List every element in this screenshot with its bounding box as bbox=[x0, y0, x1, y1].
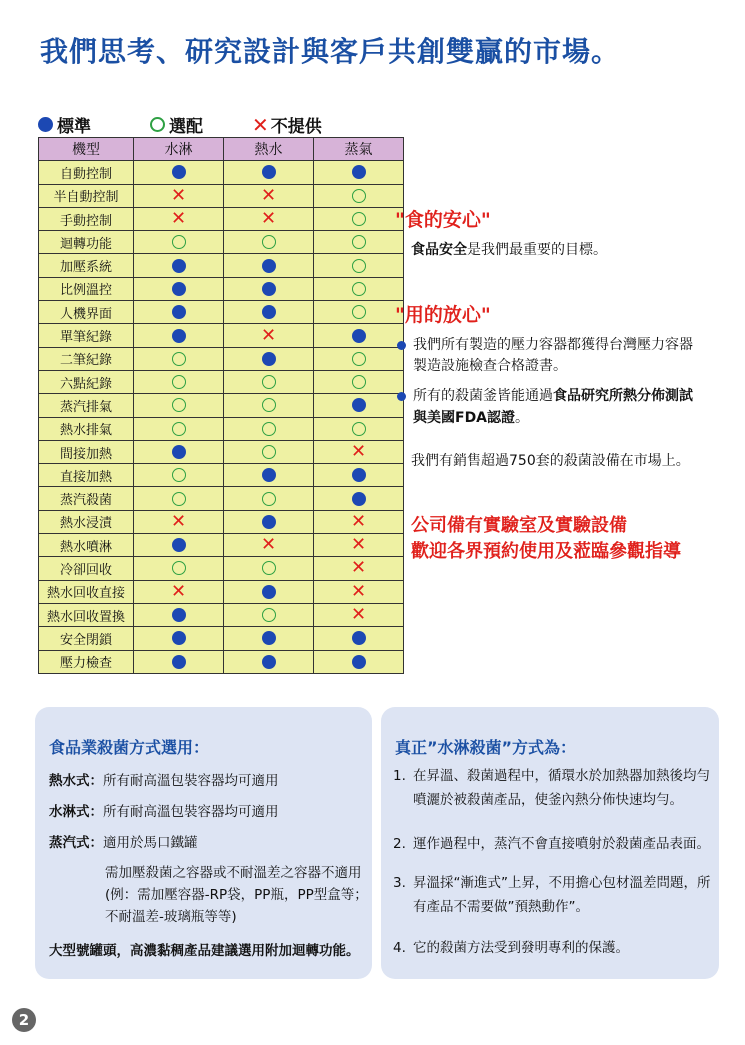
use-heading: "用的放心" bbox=[395, 303, 491, 326]
x-icon: ✕ bbox=[350, 441, 367, 462]
row-label: 間接加熱 bbox=[39, 440, 134, 463]
table-cell bbox=[314, 347, 404, 370]
table-cell bbox=[224, 487, 314, 510]
table-cell bbox=[314, 464, 404, 487]
ring-icon bbox=[172, 375, 186, 389]
bullet-2-c: 。 bbox=[515, 409, 530, 426]
table-cell bbox=[224, 464, 314, 487]
table-cell bbox=[224, 347, 314, 370]
panel-left-title: 食品業殺菌方式選用： bbox=[49, 738, 210, 757]
ring-icon bbox=[352, 282, 366, 296]
ring-icon bbox=[150, 117, 165, 132]
table-header-row bbox=[39, 138, 404, 161]
table-row bbox=[39, 231, 404, 254]
table-row bbox=[39, 347, 404, 370]
legend-optional-label: 選配 bbox=[169, 117, 203, 137]
table-row bbox=[39, 510, 404, 533]
table-row bbox=[39, 370, 404, 393]
lab-line-1: 公司備有實驗室及實驗設備 bbox=[411, 515, 627, 537]
row-label: 蒸汽殺菌 bbox=[39, 487, 134, 510]
table-row bbox=[39, 324, 404, 347]
filled-dot-icon bbox=[172, 329, 186, 343]
table-cell bbox=[224, 184, 314, 207]
row-label: 熱水噴淋 bbox=[39, 534, 134, 557]
filled-dot-icon bbox=[262, 468, 276, 482]
filled-dot-icon bbox=[262, 259, 276, 273]
filled-dot-icon bbox=[262, 585, 276, 599]
table-cell bbox=[314, 184, 404, 207]
table-cell bbox=[134, 347, 224, 370]
row-label: 熱水排氣 bbox=[39, 417, 134, 440]
ring-icon bbox=[352, 375, 366, 389]
sales-text: 我們有銷售超過750套的殺菌設備在市場上。 bbox=[411, 453, 690, 470]
ring-icon bbox=[352, 422, 366, 436]
table-cell bbox=[134, 417, 224, 440]
table-cell bbox=[224, 510, 314, 533]
hot-line bbox=[49, 769, 279, 789]
filled-dot-icon bbox=[262, 282, 276, 296]
filled-dot-icon bbox=[172, 445, 186, 459]
table-cell bbox=[134, 650, 224, 673]
header-model: 機型 bbox=[39, 138, 134, 161]
food-text-rest: 是我們最重要的目標。 bbox=[467, 242, 607, 258]
lab-notice bbox=[395, 513, 725, 565]
filled-dot-icon bbox=[172, 282, 186, 296]
table-cell bbox=[314, 650, 404, 673]
row-label: 熱水浸漬 bbox=[39, 510, 134, 533]
table-cell bbox=[314, 161, 404, 184]
filled-dot-icon bbox=[262, 305, 276, 319]
note-line-1: 需加壓殺菌之容器或不耐溫差之容器不適用 bbox=[105, 865, 362, 881]
row-label: 直接加熱 bbox=[39, 464, 134, 487]
page-title: 我們思考、研究設計與客戶共創雙贏的市場。 bbox=[40, 35, 621, 68]
ring-icon bbox=[262, 398, 276, 412]
filled-dot-icon bbox=[352, 165, 366, 179]
table-cell bbox=[314, 301, 404, 324]
table-cell bbox=[224, 580, 314, 603]
table-row bbox=[39, 557, 404, 580]
table-cell bbox=[224, 301, 314, 324]
steam-text: 適用於馬口鐵罐 bbox=[103, 835, 198, 851]
panel-right-title: 真正”水淋殺菌”方式為： bbox=[395, 738, 577, 757]
ring-icon bbox=[262, 608, 276, 622]
table-cell bbox=[224, 207, 314, 230]
x-icon: ✕ bbox=[260, 208, 277, 230]
table-row bbox=[39, 184, 404, 207]
lab-line-2: 歡迎各界預約使用及蒞臨參觀指導 bbox=[411, 541, 681, 563]
table-cell bbox=[314, 557, 404, 580]
table-row bbox=[39, 440, 404, 463]
ring-icon bbox=[352, 189, 366, 203]
table-cell bbox=[134, 161, 224, 184]
table-cell bbox=[134, 324, 224, 347]
legend-standard bbox=[38, 112, 91, 137]
filled-dot-icon bbox=[262, 631, 276, 645]
method-item-2-text: 運作過程中，蒸汽不會直接噴射於殺菌產品表面。 bbox=[413, 836, 710, 852]
x-icon: ✕ bbox=[350, 557, 367, 579]
x-icon: ✕ bbox=[350, 580, 367, 602]
x-icon: ✕ bbox=[350, 510, 367, 532]
table-cell bbox=[314, 394, 404, 417]
table-cell bbox=[134, 487, 224, 510]
table-cell bbox=[224, 277, 314, 300]
filled-dot-icon bbox=[352, 631, 366, 645]
ring-icon bbox=[172, 352, 186, 366]
table-cell bbox=[314, 534, 404, 557]
spray-text: 所有耐高溫包裝容器均可適用 bbox=[103, 804, 279, 820]
row-label: 人機界面 bbox=[39, 301, 134, 324]
filled-dot-icon bbox=[262, 165, 276, 179]
table-cell bbox=[224, 440, 314, 463]
row-label: 冷卻回收 bbox=[39, 557, 134, 580]
filled-dot-icon bbox=[172, 305, 186, 319]
table-cell bbox=[314, 254, 404, 277]
table-row bbox=[39, 627, 404, 650]
table-row bbox=[39, 417, 404, 440]
row-label: 迴轉功能 bbox=[39, 231, 134, 254]
panel-left-footer: 大型號罐頭，高濃黏稠產品建議選用附加迴轉功能。 bbox=[49, 943, 360, 959]
header-steam: 蒸氣 bbox=[314, 138, 404, 161]
table-row bbox=[39, 464, 404, 487]
filled-dot-icon bbox=[262, 515, 276, 529]
ring-icon bbox=[262, 235, 276, 249]
table-row bbox=[39, 487, 404, 510]
ring-icon bbox=[172, 422, 186, 436]
method-item-1-num: 1. bbox=[393, 768, 406, 784]
ring-icon bbox=[352, 212, 366, 226]
table-cell bbox=[134, 394, 224, 417]
method-item-3-num: 3. bbox=[393, 875, 406, 891]
row-label: 自動控制 bbox=[39, 161, 134, 184]
table-cell bbox=[134, 370, 224, 393]
filled-dot-icon bbox=[172, 608, 186, 622]
table-cell bbox=[134, 627, 224, 650]
page-number: 2 bbox=[12, 1008, 36, 1032]
table-row bbox=[39, 277, 404, 300]
hot-text: 所有耐高溫包裝容器均可適用 bbox=[103, 773, 279, 789]
ring-icon bbox=[172, 468, 186, 482]
table-cell bbox=[224, 557, 314, 580]
filled-dot-icon bbox=[352, 655, 366, 669]
hot-label: 熱水式： bbox=[49, 773, 103, 789]
steam-line bbox=[49, 831, 198, 851]
ring-icon bbox=[172, 561, 186, 575]
ring-icon bbox=[172, 492, 186, 506]
method-item-1 bbox=[393, 765, 711, 812]
table-cell bbox=[134, 464, 224, 487]
table-row bbox=[39, 580, 404, 603]
ring-icon bbox=[172, 398, 186, 412]
note-line-2: (例：需加壓容器-RP袋，PP瓶，PP型盒等； bbox=[105, 887, 368, 903]
table-body bbox=[39, 161, 404, 674]
ring-icon bbox=[262, 375, 276, 389]
table-cell bbox=[224, 603, 314, 626]
table-cell bbox=[224, 254, 314, 277]
table-cell bbox=[134, 580, 224, 603]
table-cell bbox=[224, 231, 314, 254]
x-icon: ✕ bbox=[170, 208, 187, 230]
ring-icon bbox=[262, 561, 276, 575]
table-row bbox=[39, 534, 404, 557]
note-line-3: 不耐溫差-玻璃瓶等等) bbox=[105, 909, 237, 925]
ring-icon bbox=[352, 259, 366, 273]
steam-label: 蒸汽式： bbox=[49, 835, 103, 851]
table-cell bbox=[224, 534, 314, 557]
method-item-3 bbox=[393, 872, 711, 919]
row-label: 安全閉鎖 bbox=[39, 627, 134, 650]
row-label: 比例溫控 bbox=[39, 277, 134, 300]
x-icon: ✕ bbox=[252, 112, 269, 137]
table-cell bbox=[134, 440, 224, 463]
table-cell bbox=[224, 161, 314, 184]
table-row bbox=[39, 301, 404, 324]
table-cell bbox=[314, 231, 404, 254]
method-item-2-num: 2. bbox=[393, 836, 406, 852]
panel-selection bbox=[35, 707, 372, 979]
table-cell bbox=[224, 394, 314, 417]
filled-dot-icon bbox=[262, 352, 276, 366]
method-item-1-text: 在昇溫、殺菌過程中，循環水於加熱器加熱後均勻噴灑於被殺菌產品，使釜內熱分佈快速均勻。 bbox=[413, 768, 710, 808]
ring-icon bbox=[352, 305, 366, 319]
table-cell bbox=[134, 277, 224, 300]
ring-icon bbox=[352, 352, 366, 366]
table-cell bbox=[314, 417, 404, 440]
method-item-3-text: 昇溫採“漸進式”上昇，不用擔心包材溫差問題，所有產品不需要做”預熱動作”。 bbox=[413, 875, 711, 915]
table-row bbox=[39, 394, 404, 417]
food-heading: "食的安心" bbox=[395, 209, 491, 231]
spec-table bbox=[38, 137, 404, 674]
bullet-1: 我們所有製造的壓力容器都獲得台灣壓力容器製造設施檢查合格證書。 bbox=[395, 335, 700, 378]
ring-icon bbox=[352, 235, 366, 249]
table-row bbox=[39, 254, 404, 277]
table-cell bbox=[314, 207, 404, 230]
row-label: 半自動控制 bbox=[39, 184, 134, 207]
table-cell bbox=[224, 324, 314, 347]
x-icon: ✕ bbox=[350, 534, 367, 556]
table-cell bbox=[134, 254, 224, 277]
table-cell bbox=[134, 207, 224, 230]
table-row bbox=[39, 207, 404, 230]
table-cell bbox=[314, 510, 404, 533]
x-icon: ✕ bbox=[170, 580, 187, 602]
filled-dot-icon bbox=[172, 655, 186, 669]
method-item-2 bbox=[393, 833, 711, 857]
right-info bbox=[395, 205, 725, 565]
ring-icon bbox=[262, 445, 276, 459]
filled-dot-icon bbox=[262, 655, 276, 669]
bullet-2-a: 所有的殺菌釜皆能通過 bbox=[413, 388, 553, 405]
spray-label: 水淋式： bbox=[49, 804, 103, 820]
ring-icon bbox=[262, 422, 276, 436]
table-cell bbox=[224, 417, 314, 440]
table-row bbox=[39, 650, 404, 673]
bullet-2 bbox=[395, 386, 705, 429]
ring-icon bbox=[262, 492, 276, 506]
x-icon: ✕ bbox=[350, 604, 367, 626]
table-cell bbox=[134, 184, 224, 207]
row-label: 熱水回收置換 bbox=[39, 603, 134, 626]
table-cell bbox=[224, 650, 314, 673]
table-cell bbox=[314, 324, 404, 347]
table-cell bbox=[314, 277, 404, 300]
table-cell bbox=[314, 440, 404, 463]
table-cell bbox=[134, 510, 224, 533]
filled-dot-icon bbox=[352, 468, 366, 482]
legend-optional bbox=[150, 112, 203, 137]
x-icon: ✕ bbox=[260, 534, 277, 556]
filled-dot-icon bbox=[352, 398, 366, 412]
table-cell bbox=[314, 487, 404, 510]
ring-icon bbox=[172, 235, 186, 249]
row-label: 六點紀錄 bbox=[39, 370, 134, 393]
row-label: 蒸汽排氣 bbox=[39, 394, 134, 417]
bullet-2-b: 食品研究所熱分佈測試與美國FDA認證 bbox=[413, 388, 693, 426]
table-cell bbox=[134, 301, 224, 324]
legend-not-provided-label: 不提供 bbox=[270, 117, 322, 137]
x-icon: ✕ bbox=[260, 184, 277, 206]
filled-dot-icon bbox=[352, 492, 366, 506]
method-item-4-text: 它的殺菌方法受到發明專利的保護。 bbox=[413, 940, 629, 956]
row-label: 單筆紀錄 bbox=[39, 324, 134, 347]
filled-dot-icon bbox=[172, 538, 186, 552]
row-label: 二筆紀錄 bbox=[39, 347, 134, 370]
table-cell bbox=[134, 603, 224, 626]
header-spray: 水淋 bbox=[134, 138, 224, 161]
method-item-4 bbox=[393, 937, 711, 961]
filled-dot-icon bbox=[172, 259, 186, 273]
x-icon: ✕ bbox=[170, 510, 187, 532]
row-label: 加壓系統 bbox=[39, 254, 134, 277]
table-cell bbox=[224, 627, 314, 650]
panel-method bbox=[381, 707, 719, 979]
row-label: 手動控制 bbox=[39, 207, 134, 230]
legend-not-provided bbox=[252, 112, 322, 137]
table-cell bbox=[314, 580, 404, 603]
table-row bbox=[39, 161, 404, 184]
filled-dot-icon bbox=[172, 165, 186, 179]
table-cell bbox=[314, 370, 404, 393]
table-cell bbox=[314, 603, 404, 626]
table-row bbox=[39, 603, 404, 626]
table-cell bbox=[134, 231, 224, 254]
legend-standard-label: 標準 bbox=[57, 117, 91, 137]
x-icon: ✕ bbox=[260, 324, 277, 346]
table-cell bbox=[224, 370, 314, 393]
filled-dot-icon bbox=[172, 631, 186, 645]
table-cell bbox=[134, 534, 224, 557]
table-cell bbox=[134, 557, 224, 580]
row-label: 熱水回收直接 bbox=[39, 580, 134, 603]
x-icon: ✕ bbox=[170, 184, 187, 206]
method-item-4-num: 4. bbox=[393, 940, 406, 956]
table-cell bbox=[314, 627, 404, 650]
spray-line bbox=[49, 800, 279, 820]
filled-dot-icon bbox=[352, 329, 366, 343]
food-text bbox=[395, 240, 725, 262]
food-text-bold: 食品安全 bbox=[411, 242, 467, 258]
row-label: 壓力檢查 bbox=[39, 650, 134, 673]
header-hotwater: 熱水 bbox=[224, 138, 314, 161]
filled-dot-icon bbox=[38, 117, 53, 132]
